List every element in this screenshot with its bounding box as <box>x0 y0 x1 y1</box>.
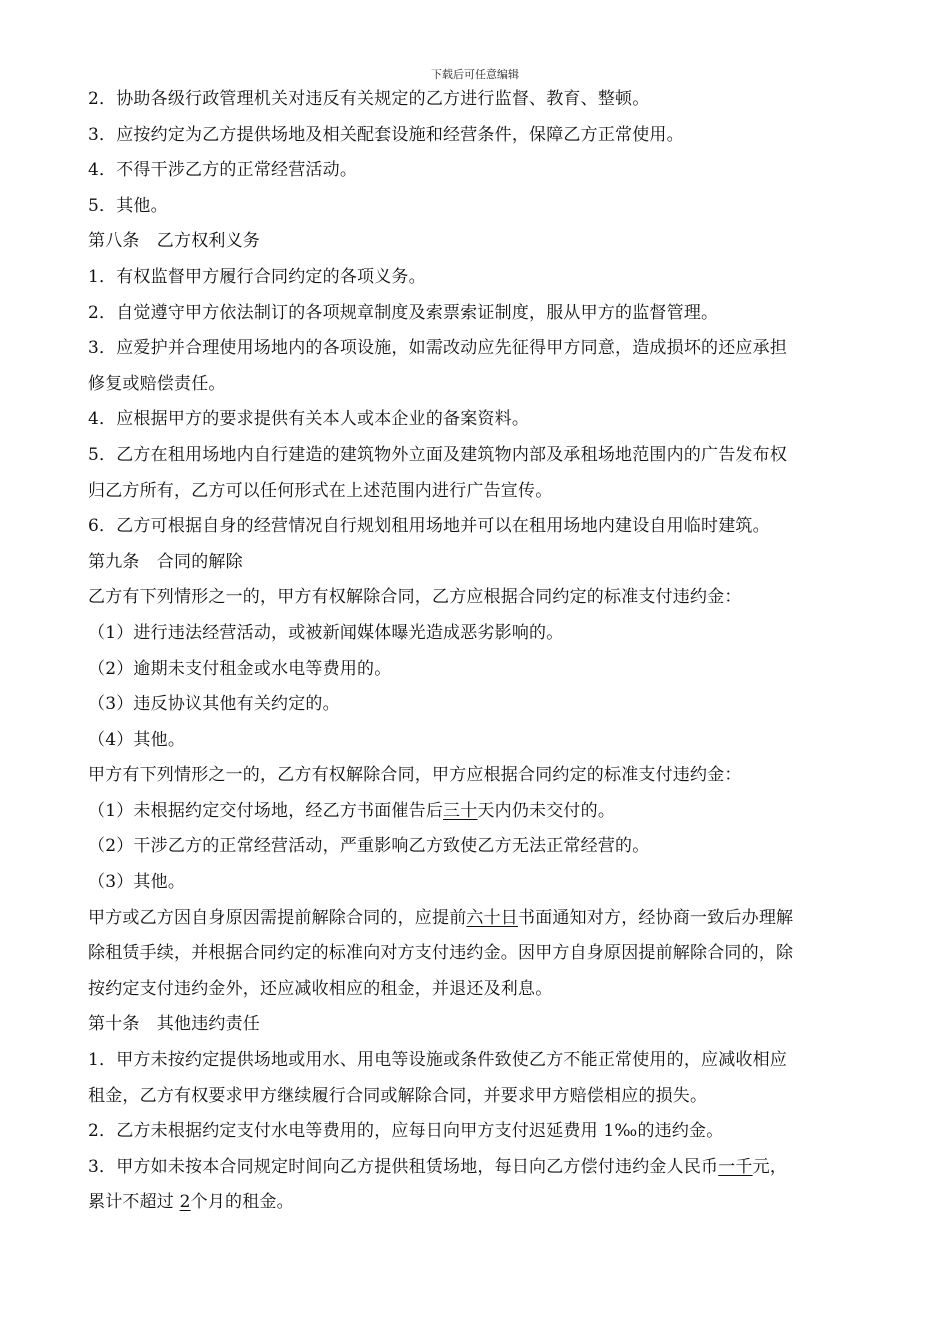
text-line <box>88 118 888 154</box>
text-line <box>88 616 888 652</box>
line-text: 5．其他。 <box>88 195 168 216</box>
text-line <box>88 367 888 403</box>
text-line <box>88 402 888 438</box>
text-line <box>88 1079 888 1115</box>
text-line <box>88 758 888 794</box>
text-line <box>88 972 888 1008</box>
line-text: 6．乙方可根据自身的经营情况自行规划租用场地并可以在租用场地内建设自用临时建筑。 <box>88 516 770 537</box>
text-line <box>88 1150 888 1186</box>
line-text: 第八条 乙方权利义务 <box>88 231 260 252</box>
text-line <box>88 936 888 972</box>
line-text: 乙方有下列情形之一的，甲方有权解除合同，乙方应根据合同约定的标准支付违约金： <box>88 587 742 608</box>
line-text: 4．不得干涉乙方的正常经营活动。 <box>88 160 358 181</box>
line-text: （3）其他。 <box>88 872 186 893</box>
text-line <box>88 687 888 723</box>
line-text: 4．应根据甲方的要求提供有关本人或本企业的备案资料。 <box>88 409 530 430</box>
underlined-value: 一千 <box>718 1156 753 1177</box>
text-line <box>88 296 888 332</box>
line-text: 甲方或乙方因自身原因需提前解除合同的，应提前 <box>88 907 467 928</box>
text-line <box>88 189 888 225</box>
text-line <box>88 545 888 581</box>
line-text: 累计不超过 <box>88 1192 180 1213</box>
text-line <box>88 509 888 545</box>
line-text: 第九条 合同的解除 <box>88 551 243 572</box>
text-line <box>88 331 888 367</box>
line-text: （4）其他。 <box>88 729 186 750</box>
text-line <box>88 652 888 688</box>
line-text: 2．自觉遵守甲方依法制订的各项规章制度及索票索证制度，服从甲方的监督管理。 <box>88 302 719 323</box>
line-text: 归乙方所有，乙方可以任何形式在上述范围内进行广告宣传。 <box>88 480 553 501</box>
line-text: 3．甲方如未按本合同规定时间向乙方提供租赁场地，每日向乙方偿付违约金人民币 <box>88 1156 719 1177</box>
text-line <box>88 580 888 616</box>
line-text-tail: 书面通知对方，经协商一致后办理解 <box>518 907 794 928</box>
text-line <box>88 474 888 510</box>
line-text: 除租赁手续，并根据合同约定的标准向对方支付违约金。因甲方自身原因提前解除合同的，除 <box>88 943 794 964</box>
text-line <box>88 901 888 937</box>
text-line <box>88 865 888 901</box>
line-text: （2）逾期未支付租金或水电等费用的。 <box>88 658 392 679</box>
line-text: （3）违反协议其他有关约定的。 <box>88 694 340 715</box>
text-line <box>88 260 888 296</box>
text-line <box>88 1043 888 1079</box>
line-text: 第十条 其他违约责任 <box>88 1014 260 1035</box>
underlined-value: 三十 <box>443 800 478 821</box>
line-text: （1）进行违法经营活动，或被新闻媒体曝光造成恶劣影响的。 <box>88 622 564 643</box>
text-line <box>88 1185 888 1221</box>
line-text-tail: 元， <box>752 1156 788 1177</box>
line-text: （1）未根据约定交付场地，经乙方书面催告后 <box>88 800 444 821</box>
text-line <box>88 224 888 260</box>
line-text-tail: 个月的租金。 <box>190 1192 294 1213</box>
line-text-tail: 天内仍未交付的。 <box>477 800 616 821</box>
underlined-value: 2 <box>179 1192 191 1213</box>
line-text: 租金，乙方有权要求甲方继续履行合同或解除合同，并要求甲方赔偿相应的损失。 <box>88 1085 708 1106</box>
line-text: 3．应按约定为乙方提供场地及相关配套设施和经营条件，保障乙方正常使用。 <box>88 124 684 145</box>
text-line <box>88 153 888 189</box>
line-text: 5．乙方在租用场地内自行建造的建筑物外立面及建筑物内部及承租场地范围内的广告发布权 <box>88 444 788 465</box>
text-line <box>88 438 888 474</box>
text-line <box>88 1114 888 1150</box>
line-text: 2．乙方未根据约定支付水电等费用的，应每日向甲方支付迟延费用 1‰的违约金。 <box>88 1121 724 1142</box>
line-text: 1．有权监督甲方履行合同约定的各项义务。 <box>88 266 426 287</box>
line-text: 甲方有下列情形之一的，乙方有权解除合同，甲方应根据合同约定的标准支付违约金： <box>88 765 742 786</box>
document-body <box>88 82 888 1221</box>
line-text: （2）干涉乙方的正常经营活动，严重影响乙方致使乙方无法正常经营的。 <box>88 836 650 857</box>
text-line <box>88 723 888 759</box>
underlined-value: 六十日 <box>466 907 519 928</box>
text-line <box>88 1007 888 1043</box>
line-text: 3．应爱护并合理使用场地内的各项设施，如需改动应先征得甲方同意，造成损坏的还应承担 <box>88 338 788 359</box>
line-text: 按约定支付违约金外，还应减收相应的租金，并退还及利息。 <box>88 978 553 999</box>
text-line <box>88 794 888 830</box>
text-line <box>88 829 888 865</box>
line-text: 修复或赔偿责任。 <box>88 373 226 394</box>
header-note: 下载后可任意编辑 <box>431 68 519 81</box>
line-text: 1．甲方未按约定提供场地或用水、用电等设施或条件致使乙方不能正常使用的，应减收相应 <box>88 1050 788 1071</box>
text-line <box>88 82 888 118</box>
line-text: 2．协助各级行政管理机关对违反有关规定的乙方进行监督、教育、整顿。 <box>88 89 650 109</box>
